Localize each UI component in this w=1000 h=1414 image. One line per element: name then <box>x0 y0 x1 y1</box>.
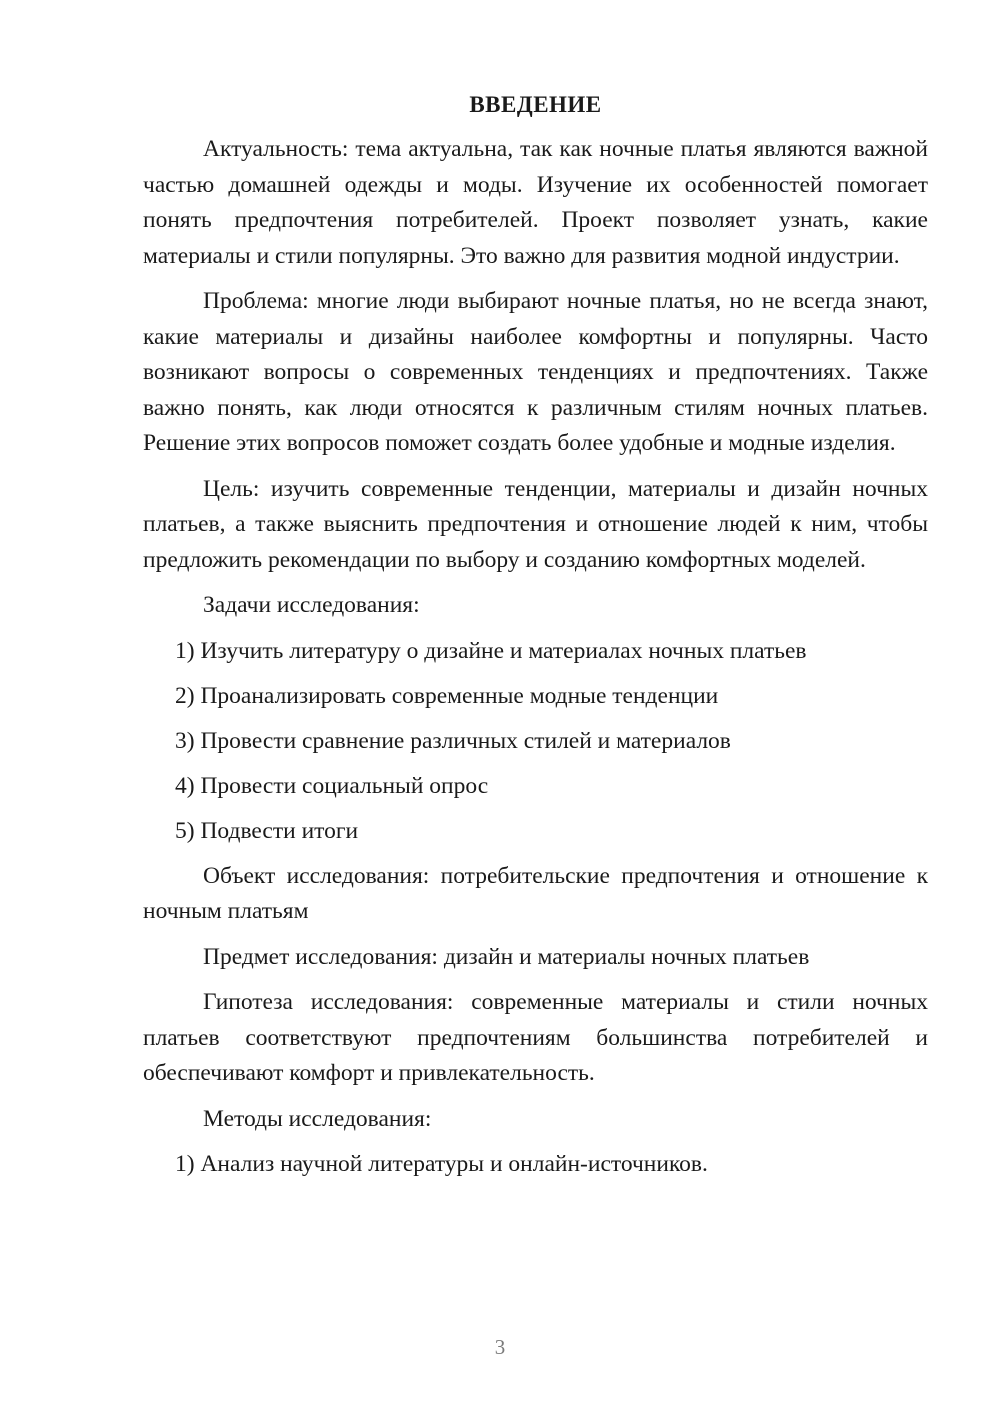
task-item: 4) Провести социальный опрос <box>175 772 489 799</box>
goal-paragraph: Цель: изучить современные тенденции, материалы и дизайн ночных платьев, а также выяснить предпочтения и отношение людей к ним, чтобы предложить рекомендации по выбору и созданию комфортных моделей. <box>143 475 928 573</box>
task-item: 2) Проанализировать современные модные тенденции <box>175 682 719 709</box>
document-page <box>143 92 928 1192</box>
task-item: 1) Изучить литературу о дизайне и материалах ночных платьев <box>175 637 807 664</box>
method-item: 1) Анализ научной литературы и онлайн-источников. <box>175 1151 708 1177</box>
hypothesis-paragraph: Гипотеза исследования: современные материалы и стили ночных платьев соответствуют предпочтениям большинства потребителей и обеспечивают комфорт и привлекательность. <box>143 989 928 1086</box>
subject-paragraph: Предмет исследования: дизайн и материалы ночных платьев <box>203 943 810 970</box>
page-title: ВВЕДЕНИЕ <box>469 92 602 117</box>
problem-paragraph: Проблема: многие люди выбирают ночные платья, но не всегда знают, какие материалы и дизайны наиболее комфортны и популярны. Часто возникают вопросы о современных тенденциях и предпочтениях. Также важно понять, как люди относятся к различным стилям ночных платьев. Решение этих вопросов поможет создать более удобные и модные изделия. <box>143 288 928 456</box>
methods-heading: Методы исследования: <box>203 1105 432 1132</box>
relevance-paragraph: Актуальность: тема актуальна, так как ночные платья являются важной частью домашней одежды и моды. Изучение их особенностей помогает понять предпочтения потребителей. Проект позволяет узнать, какие материалы и стили популярны. Это важно для развития модной индустрии. <box>143 136 928 269</box>
object-paragraph: Объект исследования: потребительские предпочтения и отношение к ночным платьям <box>143 862 928 924</box>
task-item: 3) Провести сравнение различных стилей и материалов <box>175 727 731 754</box>
page-number: 3 <box>494 1335 506 1359</box>
tasks-heading: Задачи исследования: <box>203 592 420 618</box>
task-item: 5) Подвести итоги <box>175 817 359 844</box>
